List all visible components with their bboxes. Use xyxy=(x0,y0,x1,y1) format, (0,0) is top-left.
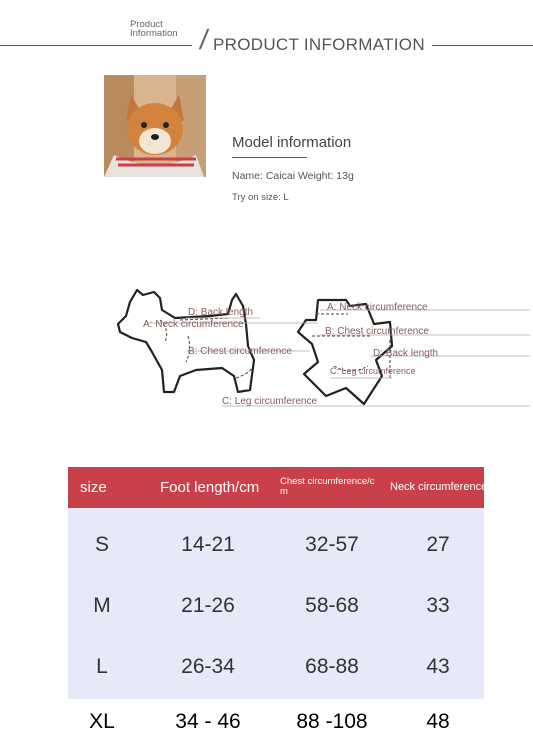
cell-foot-length: 34 - 46 xyxy=(175,710,241,733)
table-row xyxy=(68,691,484,753)
table-row xyxy=(68,514,484,576)
label-right-neck: A: Neck circumference xyxy=(327,302,428,313)
header-small-title: Product Information xyxy=(130,19,178,39)
label-left-leg: C: Leg circumference xyxy=(222,396,318,407)
label-left-chest: B: Chest circumference xyxy=(188,346,292,357)
table-row xyxy=(68,575,484,637)
model-heading: Model information xyxy=(232,134,352,151)
table-row xyxy=(68,636,484,698)
dog-side-outline xyxy=(118,290,254,392)
model-name-weight: Name: Caicai Weight: 13g xyxy=(232,170,354,182)
measurement-diagram xyxy=(0,280,533,420)
cell-chest: 58-68 xyxy=(305,594,359,617)
page-title: PRODUCT INFORMATION xyxy=(213,35,425,54)
cell-neck: 33 xyxy=(426,594,450,617)
label-right-leg: C: Leg circumference xyxy=(330,366,416,376)
header-rule-left xyxy=(0,45,192,46)
label-left-neck: A: Neck circumference xyxy=(143,319,244,330)
cell-size: L xyxy=(96,655,108,678)
model-try-on-size: Try on size: L xyxy=(232,192,289,203)
col-header-chest: Chest circumference/cm xyxy=(280,476,375,497)
header-rule-right xyxy=(432,45,533,46)
cell-size: XL xyxy=(89,710,115,733)
label-right-chest: B: Chest circumference xyxy=(325,326,429,337)
cell-chest: 88 -108 xyxy=(296,710,368,733)
model-dog-photo xyxy=(104,75,206,177)
col-header-foot-length: Foot length/cm xyxy=(160,479,260,496)
cell-neck: 43 xyxy=(426,655,450,678)
cell-neck: 27 xyxy=(426,533,450,556)
cell-neck: 48 xyxy=(426,710,450,733)
size-table-header xyxy=(68,467,505,508)
cell-size: S xyxy=(94,533,109,556)
cell-foot-length: 21-26 xyxy=(181,594,235,617)
model-heading-underline xyxy=(232,157,307,158)
cell-foot-length: 14-21 xyxy=(181,533,235,556)
shiba-dog-image xyxy=(104,75,206,177)
cell-chest: 68-88 xyxy=(305,655,359,678)
cell-foot-length: 26-34 xyxy=(181,655,235,678)
col-header-neck: Neck circumference/cm xyxy=(390,481,505,493)
label-left-back-length: D: Back length xyxy=(188,307,254,318)
cell-chest: 32-57 xyxy=(305,533,359,556)
cell-size: M xyxy=(93,594,111,617)
label-right-back-length: D: Back length xyxy=(373,348,439,359)
header-slash: / xyxy=(197,24,211,55)
col-header-size: size xyxy=(80,479,107,496)
